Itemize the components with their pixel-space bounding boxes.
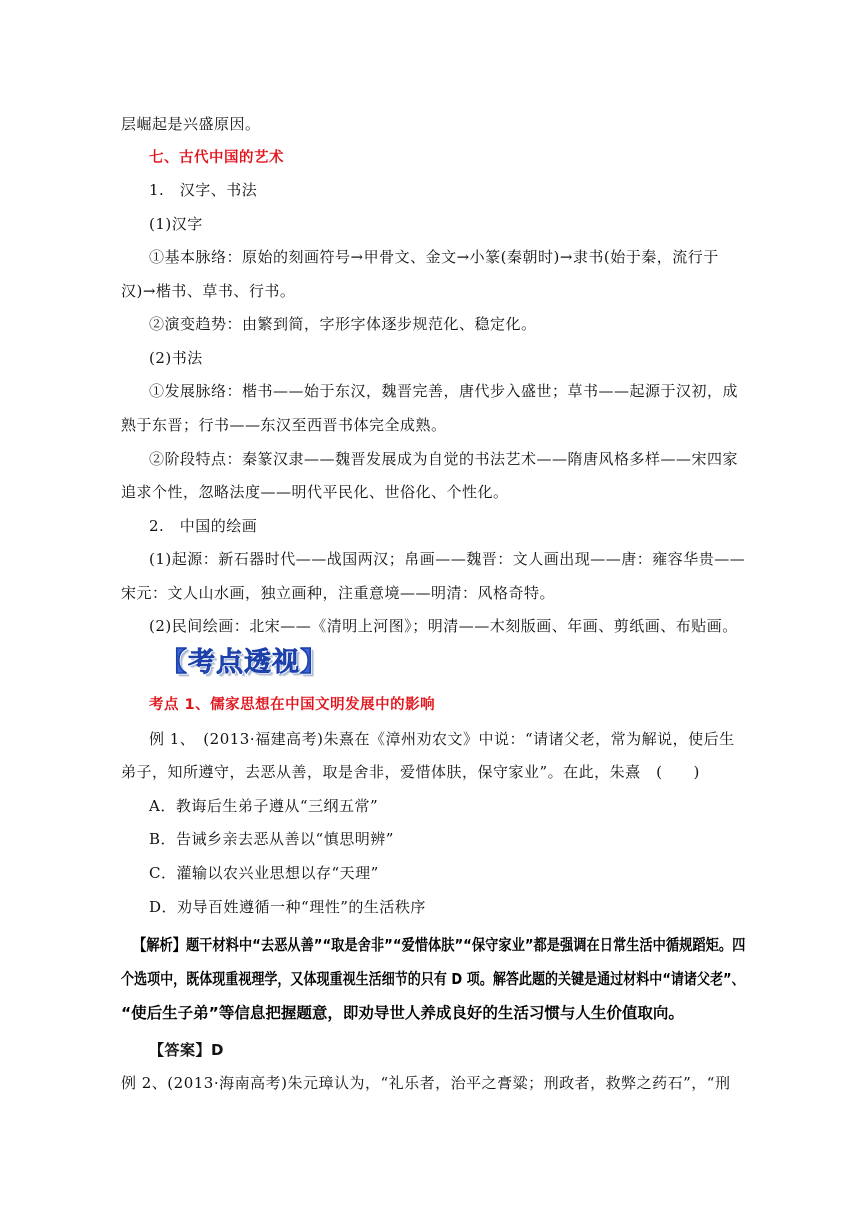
text-line: 熟于东晋；行书——东汉至西晋书体完全成熟。 bbox=[121, 416, 447, 434]
text-line: ②演变趋势：由繁到简，字形字体逐步规范化、稳定化。 bbox=[149, 315, 537, 333]
text-line: 宋元：文人山水画，独立画种，注重意境——明清：风格奇特。 bbox=[121, 584, 556, 602]
text-line: (2)民间绘画：北宋——《清明上河图》；明清——木刻版画、年画、剪纸画、布贴画。 bbox=[149, 617, 738, 635]
option-c: C．灌输以农兴业思想以存“天理” bbox=[149, 864, 379, 882]
text-line: 追求个性，忽略法度——明代平民化、世俗化、个性化。 bbox=[121, 483, 509, 501]
exam-point-heading: 考点 1、儒家思想在中国文明发展中的影响 bbox=[149, 697, 436, 713]
option-d: D．劝导百姓遵循一种“理性”的生活秩序 bbox=[149, 898, 426, 916]
option-b: B．告诫乡亲去恶从善以“慎思明辨” bbox=[149, 830, 394, 848]
section-heading: 七、古代中国的艺术 bbox=[149, 150, 284, 166]
text-line: ②阶段特点：秦篆汉隶——魏晋发展成为自觉的书法艺术——隋唐风格多样——宋四家 bbox=[149, 450, 739, 468]
option-a: A．教诲后生弟子遵从“三纲五常” bbox=[149, 797, 379, 815]
text-line: 汉)→楷书、草书、行书。 bbox=[121, 282, 296, 300]
analysis-text: 个选项中，既体现重视理学，又体现重视生活细节的只有 D 项。解答此题的关键是通过材料中“请诸父老”、 bbox=[121, 970, 745, 988]
example-question: 弟子，知所遵守，去恶从善，取是舍非，爱惜体肤，保守家业”。在此，朱熹 ( ) bbox=[121, 763, 700, 781]
example-question: 例 2、(2013·海南高考)朱元璋认为，“礼乐者，治平之膏粱；刑政者，救弊之药石”，“刑 bbox=[121, 1074, 731, 1092]
exam-points-banner: 【考点透视】 bbox=[160, 647, 328, 678]
analysis-text: 【解析】题干材料中“去恶从善”“取是舍非”“爱惜体肤”“保守家业”都是强调在日常生活中循规蹈矩。四 bbox=[133, 936, 746, 954]
subheading: (1)汉字 bbox=[149, 215, 203, 233]
text-line: (1)起源：新石器时代——战国两汉；帛画——魏晋：文人画出现——唐：雍容华贵—— bbox=[149, 550, 746, 568]
text-line: 层崛起是兴盛原因。 bbox=[121, 115, 261, 133]
example-question: 例 1、 (2013·福建高考)朱熹在《漳州劝农文》中说：“请诸父老，常为解说，使后生 bbox=[149, 730, 735, 748]
analysis-text: “使后生子弟”等信息把握题意，即劝导世人养成良好的生活习惯与人生价值取向。 bbox=[121, 1004, 684, 1022]
text-line: ①基本脉络：原始的刻画符号→甲骨文、金文→小篆(秦朝时)→隶书(始于秦，流行于 bbox=[149, 248, 719, 266]
answer-text: 【答案】D bbox=[149, 1041, 224, 1059]
text-line: ①发展脉络：楷书——始于东汉，魏晋完善，唐代步入盛世；草书——起源于汉初，成 bbox=[149, 382, 739, 400]
subheading: 2. 中国的绘画 bbox=[149, 517, 258, 535]
subheading: (2)书法 bbox=[149, 349, 203, 367]
subheading: 1. 汉字、书法 bbox=[149, 181, 258, 199]
